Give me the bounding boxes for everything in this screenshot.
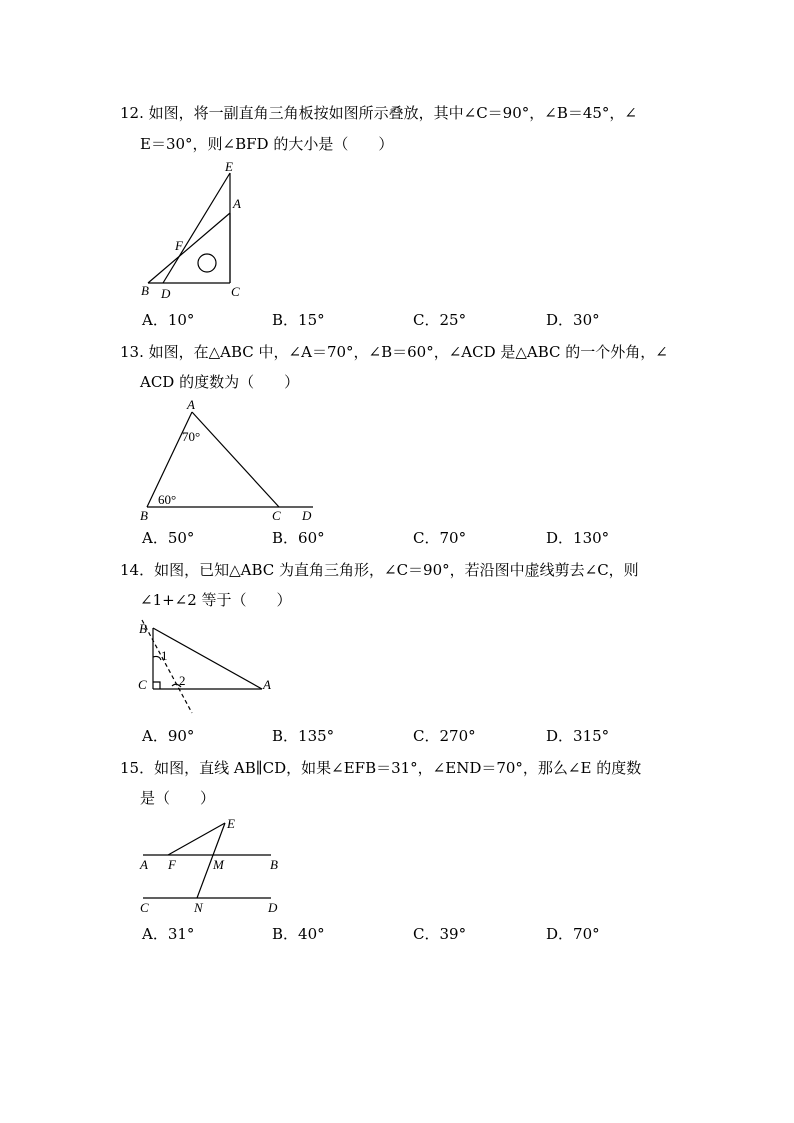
q12-label-a: A bbox=[233, 196, 241, 211]
q15-option-a[interactable]: A．31° bbox=[142, 925, 195, 943]
q12-option-a[interactable]: A．10° bbox=[142, 311, 195, 329]
q12-option-c[interactable]: C．25° bbox=[413, 311, 467, 329]
q15-option-b[interactable]: B．40° bbox=[272, 925, 325, 943]
q13-stem-line2: ACD 的度数为（ ） bbox=[140, 373, 300, 391]
q13-label-c: C bbox=[272, 508, 281, 523]
q13-angle-b: 60° bbox=[158, 492, 177, 507]
q14-label-a: A bbox=[263, 677, 271, 692]
q14-option-b[interactable]: B．135° bbox=[272, 727, 335, 745]
q12-option-d[interactable]: D．30° bbox=[546, 311, 600, 329]
q15-label-c: C bbox=[140, 900, 149, 915]
q12-figure bbox=[135, 158, 255, 303]
q15-option-d[interactable]: D．70° bbox=[546, 925, 600, 943]
q13-label-b: B bbox=[140, 508, 148, 523]
q12-stem-line2: E＝30°，则∠BFD 的大小是（ ） bbox=[140, 135, 394, 153]
q12-label-d: D bbox=[161, 286, 171, 301]
q15-label-b: B bbox=[270, 857, 278, 872]
q14-stem-line2: ∠1+∠2 等于（ ） bbox=[140, 591, 292, 609]
q14-angle-2: 2 bbox=[179, 673, 186, 688]
q12-option-b[interactable]: B．15° bbox=[272, 311, 325, 329]
q14-figure bbox=[132, 615, 282, 720]
q13-option-d[interactable]: D．130° bbox=[546, 529, 610, 547]
q15-label-f: F bbox=[168, 857, 176, 872]
q15-label-e: E bbox=[227, 816, 235, 831]
q14-label-c: C bbox=[138, 677, 147, 692]
q15-label-m: M bbox=[213, 857, 224, 872]
q14-stem-line1: 14．如图，已知△ABC 为直角三角形，∠C＝90°，若沿图中虚线剪去∠C，则 bbox=[120, 561, 639, 579]
q13-option-c[interactable]: C．70° bbox=[413, 529, 467, 547]
q14-option-d[interactable]: D．315° bbox=[546, 727, 610, 745]
q14-label-b: B bbox=[139, 621, 147, 636]
q15-label-a: A bbox=[140, 857, 148, 872]
q15-label-d: D bbox=[268, 900, 278, 915]
q13-label-a: A bbox=[187, 397, 195, 412]
q12-stem-line1: 12. 如图，将一副直角三角板按如图所示叠放，其中∠C＝90°，∠B＝45°，∠ bbox=[120, 104, 638, 122]
q15-option-c[interactable]: C．39° bbox=[413, 925, 467, 943]
q12-label-c: C bbox=[231, 284, 240, 299]
q13-label-d: D bbox=[302, 508, 312, 523]
q13-option-b[interactable]: B．60° bbox=[272, 529, 325, 547]
q14-option-a[interactable]: A．90° bbox=[142, 727, 195, 745]
q12-label-b: B bbox=[141, 283, 149, 298]
q15-stem-line1: 15．如图，直线 AB∥CD，如果∠EFB＝31°，∠END＝70°，那么∠E 的度数 bbox=[120, 759, 642, 777]
q12-label-f: F bbox=[175, 238, 183, 253]
q13-option-a[interactable]: A．50° bbox=[142, 529, 195, 547]
q14-angle-1: 1 bbox=[161, 648, 168, 663]
q15-stem-line2: 是（ ） bbox=[140, 789, 216, 807]
q15-figure bbox=[135, 812, 295, 920]
q13-figure bbox=[135, 395, 325, 525]
q14-option-c[interactable]: C．270° bbox=[413, 727, 476, 745]
q13-angle-a: 70° bbox=[182, 429, 201, 444]
q13-stem-line1: 13. 如图，在△ABC 中，∠A＝70°，∠B＝60°，∠ACD 是△ABC 的一个外角，∠ bbox=[120, 343, 668, 361]
q12-label-e: E bbox=[225, 159, 233, 174]
q15-label-n: N bbox=[194, 900, 203, 915]
